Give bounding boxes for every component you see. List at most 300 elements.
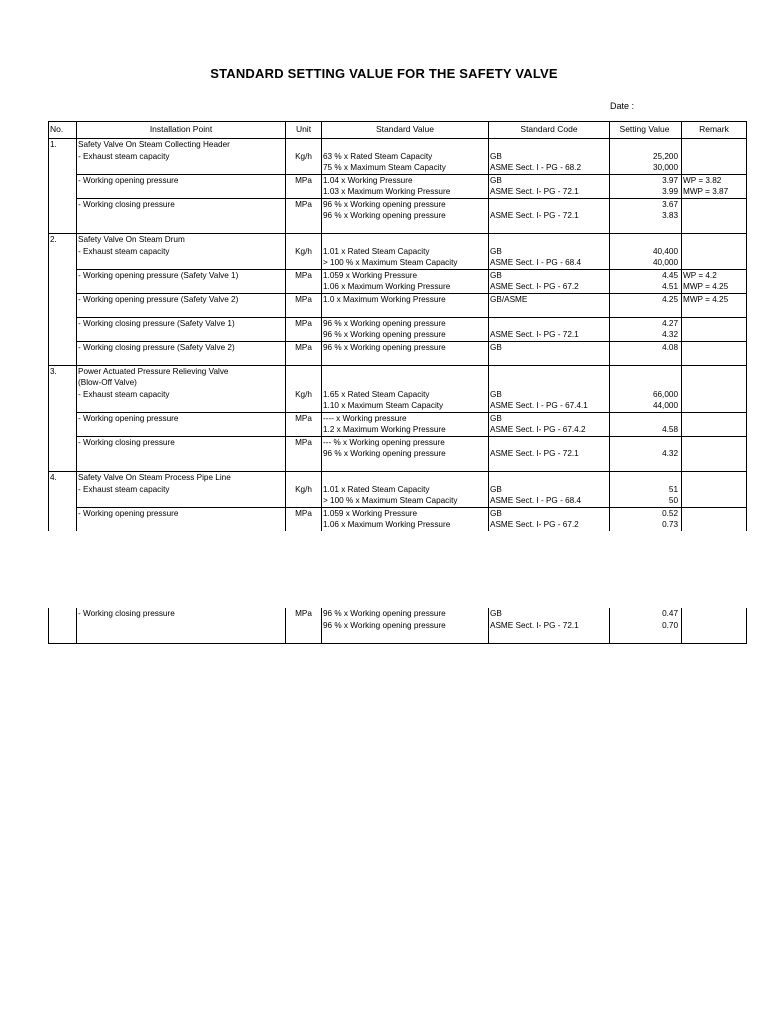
setting-value-line: 40,400: [652, 246, 678, 256]
setting-value-line: 66,000: [652, 389, 678, 399]
section-title: [77, 139, 286, 151]
unit: [286, 317, 322, 341]
remark: [682, 341, 747, 365]
setting-value: [610, 151, 682, 175]
standard-code-line: GB: [490, 609, 502, 618]
installation-point-text: - Working closing pressure: [78, 437, 175, 447]
table-header-row: [49, 122, 747, 139]
date-label: Date :: [610, 101, 635, 111]
setting-value: [610, 436, 682, 472]
unit-text: MPa: [295, 508, 312, 518]
standard-code: [489, 608, 610, 643]
installation-point: [77, 341, 286, 365]
remark-line: [683, 508, 745, 520]
table-row: [49, 198, 747, 234]
standard-code-line: ASME Sect. I- PG - 72.1: [490, 187, 579, 196]
remark-line: MWP = 3.87: [683, 187, 729, 196]
standard-code: [489, 436, 610, 472]
standard-code: [489, 174, 610, 198]
item-number: 2.: [49, 234, 77, 246]
standard-code-line: ASME Sect. I- PG - 67.2: [490, 520, 579, 529]
remark: [682, 317, 747, 341]
setting-value: [610, 389, 682, 413]
remark-line: [683, 329, 745, 341]
installation-point: [77, 317, 286, 341]
standard-code: [489, 341, 610, 365]
installation-point: [77, 389, 286, 413]
empty-cell: [610, 472, 682, 484]
table-row: [49, 174, 747, 198]
standard-code-line: GB: [490, 342, 502, 352]
installation-point-text: - Exhaust steam capacity: [78, 151, 170, 161]
remark: [682, 198, 747, 234]
installation-point-text: - Exhaust steam capacity: [78, 246, 170, 256]
standard-value-line: > 100 % x Maximum Steam Capacity: [323, 258, 458, 267]
installation-point: [77, 198, 286, 234]
column-header: Remark: [682, 122, 747, 139]
standard-code: [489, 293, 610, 317]
standard-code-line: GB: [490, 508, 502, 518]
standard-value: [322, 246, 489, 270]
standard-code-line: ASME Sect. I - PG - 68.2: [490, 163, 582, 172]
remark: [682, 608, 747, 643]
table-row: [49, 412, 747, 436]
item-number-cell: [49, 293, 77, 317]
installation-point: [77, 608, 286, 643]
unit: [286, 341, 322, 365]
setting-value-line: 25,200: [652, 151, 678, 161]
remark-line: MWP = 4.25: [683, 294, 729, 304]
remark-line: [683, 413, 745, 425]
table-row: [49, 484, 747, 508]
standard-value-line: --- % x Working opening pressure: [323, 437, 445, 447]
unit: [286, 608, 322, 643]
standard-code-line: GB: [490, 270, 502, 280]
column-header: No.: [49, 122, 77, 139]
setting-value-line: 3.67: [662, 199, 678, 209]
standard-value: [322, 341, 489, 365]
item-number-cell: [49, 484, 77, 508]
standard-value-line: 75 % x Maximum Steam Capacity: [323, 163, 446, 172]
column-header: Installation Point: [77, 122, 286, 139]
installation-point: [77, 484, 286, 508]
standard-code-line: ASME Sect. I- PG - 67.4.2: [490, 425, 586, 434]
settings-table-continued: [48, 608, 747, 644]
standard-code-line: GB/ASME: [490, 294, 528, 304]
section-title: [77, 234, 286, 246]
standard-value-line: 96 % x Working opening pressure: [323, 318, 446, 328]
installation-point-text: - Exhaust steam capacity: [78, 389, 170, 399]
setting-value-line: 4.25: [662, 294, 678, 304]
column-header: Standard Value: [322, 122, 489, 139]
section-title-line: (Blow-Off Valve): [78, 378, 137, 387]
remark-line: [683, 400, 745, 412]
table-row: [49, 293, 747, 317]
remark-line: WP = 3.82: [683, 175, 722, 185]
item-number-cell: [49, 317, 77, 341]
remark-line: MWP = 4.25: [683, 282, 729, 291]
remark-line: [683, 448, 745, 460]
installation-point-text: - Working opening pressure: [78, 175, 179, 185]
setting-value: [610, 198, 682, 234]
remark-line: [683, 608, 745, 620]
blank-line: [323, 631, 487, 643]
standard-code-line: [490, 305, 608, 317]
remark-line: [683, 437, 745, 449]
blank-line: [323, 353, 487, 365]
item-number-cell: [49, 151, 77, 175]
unit-text: MPa: [295, 199, 312, 209]
unit: [286, 174, 322, 198]
item-number-cell: [49, 507, 77, 531]
unit: [286, 507, 322, 531]
installation-point: [77, 246, 286, 270]
empty-cell: [610, 365, 682, 389]
empty-cell: [322, 139, 489, 151]
installation-point-text: - Working opening pressure: [78, 413, 179, 423]
installation-point-text: - Working closing pressure: [78, 199, 175, 209]
remark-line: [683, 389, 745, 401]
column-header: Setting Value: [610, 122, 682, 139]
standard-code-line: ASME Sect. I- PG - 72.1: [490, 449, 579, 458]
setting-value-line: 40,000: [652, 258, 678, 267]
installation-point: [77, 436, 286, 472]
empty-cell: [286, 139, 322, 151]
remark: [682, 389, 747, 413]
standard-value-line: 1.01 x Rated Steam Capacity: [323, 484, 430, 494]
standard-value-line: 1.10 x Maximum Steam Capacity: [323, 401, 444, 410]
standard-code: [489, 412, 610, 436]
installation-point-text: - Exhaust steam capacity: [78, 484, 170, 494]
standard-code: [489, 317, 610, 341]
table-row: [49, 151, 747, 175]
standard-code: [489, 151, 610, 175]
empty-cell: [682, 234, 747, 246]
unit-text: Kg/h: [295, 484, 312, 494]
section-title-row: [49, 234, 747, 246]
table-row: [49, 608, 747, 643]
standard-value-line: 96 % x Working opening pressure: [323, 199, 446, 209]
remark: [682, 507, 747, 531]
standard-code: [489, 269, 610, 293]
unit-text: Kg/h: [295, 151, 312, 161]
unit: [286, 389, 322, 413]
setting-value-line: 4.58: [662, 425, 678, 434]
unit: [286, 293, 322, 317]
standard-code: [489, 507, 610, 531]
standard-value: [322, 317, 489, 341]
standard-value-line: 96 % x Working opening pressure: [323, 342, 446, 352]
empty-cell: [322, 234, 489, 246]
installation-point-text: - Working closing pressure: [78, 609, 175, 618]
table-row: [49, 317, 747, 341]
item-number-cell: [49, 341, 77, 365]
installation-point: [77, 507, 286, 531]
unit-text: MPa: [295, 342, 312, 352]
item-number: 1.: [49, 139, 77, 151]
remark-line: [683, 620, 745, 632]
standard-code-line: ASME Sect. I - PG - 67.4.1: [490, 401, 588, 410]
item-number-cell: [49, 436, 77, 472]
standard-value: [322, 608, 489, 643]
unit-text: MPa: [295, 175, 312, 185]
unit-text: Kg/h: [295, 389, 312, 399]
table-row: [49, 341, 747, 365]
standard-code-line: ASME Sect. I - PG - 68.4: [490, 496, 582, 505]
unit: [286, 151, 322, 175]
unit: [286, 412, 322, 436]
column-header: Unit: [286, 122, 322, 139]
setting-value-line: 0.70: [662, 620, 678, 630]
installation-point-text: - Working opening pressure (Safety Valve 2): [78, 294, 239, 304]
installation-point-text: - Working closing pressure (Safety Valve 1): [78, 318, 235, 328]
installation-point: [77, 151, 286, 175]
table-row: [49, 436, 747, 472]
remark-line: [683, 151, 745, 163]
column-header: Standard Code: [489, 122, 610, 139]
table-row: [49, 389, 747, 413]
remark-line: [683, 305, 745, 317]
standard-code-line: ASME Sect. I- PG - 72.1: [490, 620, 579, 630]
standard-value-line: 96 % x Working opening pressure: [323, 609, 446, 618]
unit: [286, 436, 322, 472]
section-title-row: [49, 472, 747, 484]
remark: [682, 436, 747, 472]
remark-line: [683, 246, 745, 258]
standard-value-line: 1.06 x Maximum Working Pressure: [323, 520, 451, 529]
standard-value-line: 1.06 x Maximum Working Pressure: [323, 282, 451, 291]
standard-value-line: [323, 305, 487, 317]
unit-text: MPa: [295, 270, 312, 280]
setting-value-line: 4.32: [662, 330, 678, 339]
unit-text: MPa: [295, 318, 312, 328]
section-title-row: [49, 139, 747, 151]
setting-value: [610, 484, 682, 508]
remark-line: [683, 342, 745, 354]
standard-value: [322, 151, 489, 175]
setting-value-line: 4.08: [662, 342, 678, 352]
installation-point: [77, 412, 286, 436]
standard-code-line: [490, 199, 608, 211]
standard-value: [322, 484, 489, 508]
setting-value-line: 4.45: [662, 270, 678, 280]
standard-code-line: GB: [490, 246, 502, 256]
remark: [682, 269, 747, 293]
standard-value: [322, 198, 489, 234]
setting-value-line: 44,000: [652, 401, 678, 410]
item-number-cell: [49, 174, 77, 198]
standard-value-line: 1.059 x Working Pressure: [323, 270, 418, 280]
unit-text: MPa: [295, 413, 312, 423]
setting-value-line: 50: [668, 496, 678, 505]
remark-line: [683, 199, 745, 211]
remark-line: [683, 162, 745, 174]
standard-code-line: GB: [490, 413, 502, 423]
standard-code-line: GB: [490, 484, 502, 494]
section-title-line: Safety Valve On Steam Drum: [78, 235, 185, 244]
section-title-line: Safety Valve On Steam Collecting Header: [78, 140, 230, 149]
installation-point: [77, 269, 286, 293]
standard-value: [322, 436, 489, 472]
setting-value-line: 0.73: [662, 520, 678, 529]
setting-value-line: 3.99: [662, 187, 678, 196]
setting-value: [610, 317, 682, 341]
standard-value-line: 1.2 x Maximum Working Pressure: [323, 425, 446, 434]
standard-value-line: 1.03 x Maximum Working Pressure: [323, 187, 451, 196]
setting-value-line: 4.32: [662, 449, 678, 458]
setting-value-line: [611, 413, 678, 425]
remark-line: [683, 484, 745, 496]
empty-cell: [286, 472, 322, 484]
item-number-cell: [49, 389, 77, 413]
unit: [286, 246, 322, 270]
standard-value-line: 63 % x Rated Steam Capacity: [323, 151, 433, 161]
section-title: [77, 365, 286, 389]
section-title: [77, 472, 286, 484]
setting-value-line: 51: [668, 484, 678, 494]
table-row: [49, 507, 747, 531]
standard-code: [489, 484, 610, 508]
item-number-cell: [49, 246, 77, 270]
setting-value: [610, 341, 682, 365]
standard-value-line: 96 % x Working opening pressure: [323, 449, 446, 458]
remark-line: [683, 495, 745, 507]
setting-value: [610, 246, 682, 270]
remark: [682, 412, 747, 436]
standard-code-line: GB: [490, 389, 502, 399]
standard-code-line: ASME Sect. I- PG - 72.1: [490, 330, 579, 339]
standard-value-line: 1.65 x Rated Steam Capacity: [323, 389, 430, 399]
standard-value: [322, 174, 489, 198]
empty-cell: [489, 472, 610, 484]
standard-code-line: ASME Sect. I- PG - 72.1: [490, 211, 579, 220]
standard-value-line: 96 % x Working opening pressure: [323, 620, 446, 630]
item-number: 3.: [49, 365, 77, 389]
unit-text: Kg/h: [295, 246, 312, 256]
empty-cell: [286, 365, 322, 389]
setting-value-line: [611, 305, 678, 317]
unit-text: MPa: [295, 609, 312, 618]
setting-value-line: 3.83: [662, 211, 678, 220]
item-number-cell: [49, 412, 77, 436]
remark: [682, 484, 747, 508]
remark-line: WP = 4.2: [683, 270, 717, 280]
setting-value-line: 4.51: [662, 282, 678, 291]
empty-cell: [682, 365, 747, 389]
empty-cell: [610, 234, 682, 246]
standard-value: [322, 507, 489, 531]
blank-line: [323, 460, 487, 472]
standard-value-line: 1.0 x Maximum Working Pressure: [323, 294, 446, 304]
standard-value-line: 96 % x Working opening pressure: [323, 211, 446, 220]
installation-point-text: - Working closing pressure (Safety Valve 2): [78, 342, 235, 352]
empty-cell: [322, 365, 489, 389]
unit: [286, 269, 322, 293]
standard-code-line: GB: [490, 175, 502, 185]
setting-value: [610, 608, 682, 643]
remark-line: [683, 519, 745, 531]
item-number: 4.: [49, 472, 77, 484]
setting-value-line: [611, 437, 678, 449]
empty-cell: [682, 139, 747, 151]
standard-value: [322, 389, 489, 413]
page-title: STANDARD SETTING VALUE FOR THE SAFETY VALVE: [210, 66, 558, 81]
standard-value-line: > 100 % x Maximum Steam Capacity: [323, 496, 458, 505]
empty-cell: [322, 472, 489, 484]
remark-line: [683, 210, 745, 222]
standard-value: [322, 293, 489, 317]
item-number-cell: [49, 608, 77, 643]
installation-point-text: - Working opening pressure: [78, 508, 179, 518]
standard-code-line: [490, 437, 608, 449]
settings-table: [48, 121, 747, 531]
remark-line: [683, 424, 745, 436]
empty-cell: [682, 472, 747, 484]
setting-value-line: 0.47: [662, 609, 678, 618]
empty-cell: [489, 234, 610, 246]
empty-cell: [489, 365, 610, 389]
setting-value-line: 3.97: [662, 175, 678, 185]
remark: [682, 246, 747, 270]
section-title-line: Power Actuated Pressure Relieving Valve: [78, 366, 229, 376]
unit-text: MPa: [295, 294, 312, 304]
remark: [682, 174, 747, 198]
standard-value: [322, 269, 489, 293]
unit-text: MPa: [295, 437, 312, 447]
section-title-row: [49, 365, 747, 389]
setting-value-line: 4.27: [662, 318, 678, 328]
standard-value-line: ---- x Working pressure: [323, 413, 407, 423]
remark: [682, 151, 747, 175]
standard-value: [322, 412, 489, 436]
empty-cell: [610, 139, 682, 151]
standard-code: [489, 389, 610, 413]
standard-value-line: 1.04 x Working Pressure: [323, 175, 413, 185]
unit: [286, 198, 322, 234]
item-number-cell: [49, 198, 77, 234]
standard-code-line: ASME Sect. I - PG - 68.4: [490, 258, 582, 267]
standard-code: [489, 246, 610, 270]
unit: [286, 484, 322, 508]
standard-value-line: 96 % x Working opening pressure: [323, 330, 446, 339]
empty-cell: [286, 234, 322, 246]
standard-value-line: 1.01 x Rated Steam Capacity: [323, 246, 430, 256]
setting-value-line: 30,000: [652, 163, 678, 172]
empty-cell: [489, 139, 610, 151]
installation-point: [77, 174, 286, 198]
setting-value: [610, 269, 682, 293]
installation-point-text: - Working opening pressure (Safety Valve 1): [78, 270, 239, 280]
remark-line: [683, 257, 745, 269]
table-row: [49, 269, 747, 293]
standard-code-line: ASME Sect. I- PG - 67.2: [490, 282, 579, 291]
remark: [682, 293, 747, 317]
standard-code: [489, 198, 610, 234]
setting-value: [610, 174, 682, 198]
standard-code-line: [490, 318, 608, 330]
remark-line: [683, 318, 745, 330]
setting-value: [610, 507, 682, 531]
standard-value-line: 1.059 x Working Pressure: [323, 508, 418, 518]
installation-point: [77, 293, 286, 317]
item-number-cell: [49, 269, 77, 293]
setting-value: [610, 293, 682, 317]
blank-line: [323, 222, 487, 234]
standard-code-line: GB: [490, 151, 502, 161]
setting-value: [610, 412, 682, 436]
table-row: [49, 246, 747, 270]
section-title-line: Safety Valve On Steam Process Pipe Line: [78, 473, 231, 482]
